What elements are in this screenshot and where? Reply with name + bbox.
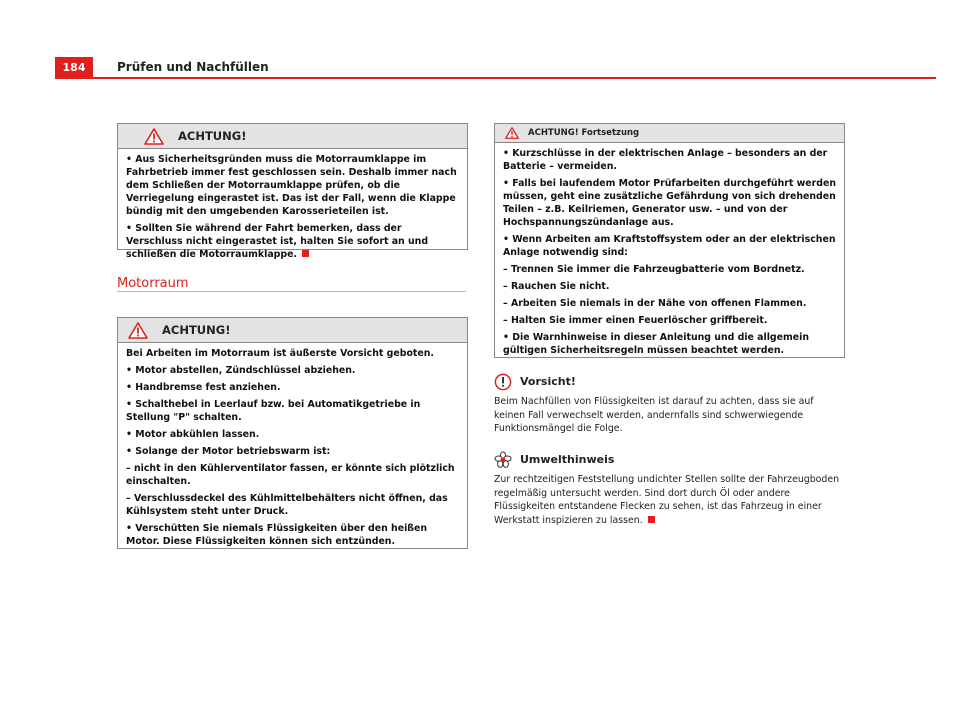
environment-note-text: Zur rechtzeitigen Feststellung undichter Stellen sollte der Fahrzeugboden regelmäßig untersucht werden. Sind dort durch Öl oder andere Flüssigkeiten entstandene Flecken zu sehen, ist das Fahrzeug in einer Werkstatt inspizieren zu lassen. — [494, 474, 840, 526]
end-square-icon — [648, 516, 655, 523]
warning-text-final: • Sollten Sie während der Fahrt bemerken, dass der Verschluss nicht eingerastet ist, halten Sie sofort an und schließen die Motorraumklappe. — [126, 223, 429, 260]
caution-note — [494, 373, 846, 436]
environment-note — [494, 451, 846, 527]
warning-box-title: ACHTUNG! — [162, 323, 231, 337]
warning-text: – nicht in den Kühlerventilator fassen, er könnte sich plötzlich einschalten. — [126, 463, 455, 487]
header-divider — [55, 77, 936, 79]
warning-text: • Wenn Arbeiten am Kraftstoffsystem oder an der elektrischen Anlage notwendig sind: — [503, 234, 836, 258]
end-square-icon — [302, 250, 309, 257]
exclamation-circle-icon — [494, 373, 512, 391]
warning-box-title: ACHTUNG! Fortsetzung — [528, 128, 640, 138]
warning-triangle-icon — [505, 127, 519, 139]
warning-box-continued — [494, 123, 845, 358]
warning-text: • Kurzschlüsse in der elektrischen Anlage – besonders an der Batterie – vermeiden. — [503, 148, 828, 172]
caution-note-title: Vorsicht! — [520, 375, 576, 389]
warning-triangle-icon — [144, 128, 164, 145]
section-title: Motorraum — [117, 276, 189, 291]
warning-text: • Falls bei laufendem Motor Prüfarbeiten durchgeführt werden müssen, geht eine zusätzliche Gefährdung von sich drehenden Teilen – z.B. Keilriemen, Generator usw. – und von der Hochspannungszündanlage aus. — [503, 178, 837, 228]
environment-note-title: Umwelthinweis — [520, 453, 615, 467]
page-title: Prüfen und Nachfüllen — [117, 60, 269, 74]
warning-text: • Solange der Motor betriebswarm ist: — [126, 446, 331, 457]
warning-text: Bei Arbeiten im Motorraum ist äußerste Vorsicht geboten. — [126, 348, 434, 359]
warning-box-body — [118, 343, 467, 554]
warning-triangle-icon — [128, 322, 148, 339]
flower-icon — [494, 451, 512, 469]
warning-text: • Die Warnhinweise in dieser Anleitung und die allgemein gültigen Sicherheitsregeln müssen beachtet werden. — [503, 332, 809, 356]
warning-box-body — [118, 149, 467, 267]
page-number: 184 — [55, 57, 93, 78]
warning-text: • Motor abkühlen lassen. — [126, 429, 260, 440]
warning-text: – Arbeiten Sie niemals in der Nähe von offenen Flammen. — [503, 298, 807, 309]
section-divider — [117, 291, 466, 292]
warning-text: • Verschütten Sie niemals Flüssigkeiten über den heißen Motor. Diese Flüssigkeiten können sich entzünden. — [126, 523, 428, 547]
warning-box-header — [118, 318, 467, 343]
warning-text: – Verschlussdeckel des Kühlmittelbehälters nicht öffnen, das Kühlsystem steht unter Druck. — [126, 493, 448, 517]
warning-box-title: ACHTUNG! — [178, 129, 247, 143]
warning-text: • Aus Sicherheitsgründen muss die Motorraumklappe im Fahrbetrieb immer fest geschlossen sein. Deshalb immer nach dem Schließen der Motorraumklappe prüfen, ob die Verriegelung eingerastet ist. Das ist der Fall, wenn die Klappe bündig mit den umgebenden Karosserieteilen ist. — [126, 154, 457, 217]
warning-box-engine-bay — [117, 317, 468, 549]
warning-text: • Handbremse fest anziehen. — [126, 382, 281, 393]
warning-box-header — [495, 124, 844, 143]
warning-text: – Rauchen Sie nicht. — [503, 281, 610, 292]
warning-text: • Motor abstellen, Zündschlüssel abziehen. — [126, 365, 356, 376]
caution-note-text: Beim Nachfüllen von Flüssigkeiten ist darauf zu achten, dass sie auf keinen Fall verwechselt werden, andernfalls sind schwerwiegende Funktionsmängel die Folge. — [494, 396, 814, 434]
warning-text: • Schalthebel in Leerlauf bzw. bei Automatikgetriebe in Stellung "P" schalten. — [126, 399, 421, 423]
warning-box-body — [495, 143, 844, 363]
warning-box-header — [118, 124, 467, 149]
warning-text: – Trennen Sie immer die Fahrzeugbatterie vom Bordnetz. — [503, 264, 805, 275]
warning-box-hood — [117, 123, 468, 260]
environment-note-header — [494, 451, 846, 469]
warning-text: – Halten Sie immer einen Feuerlöscher griffbereit. — [503, 315, 768, 326]
caution-note-header — [494, 373, 846, 391]
